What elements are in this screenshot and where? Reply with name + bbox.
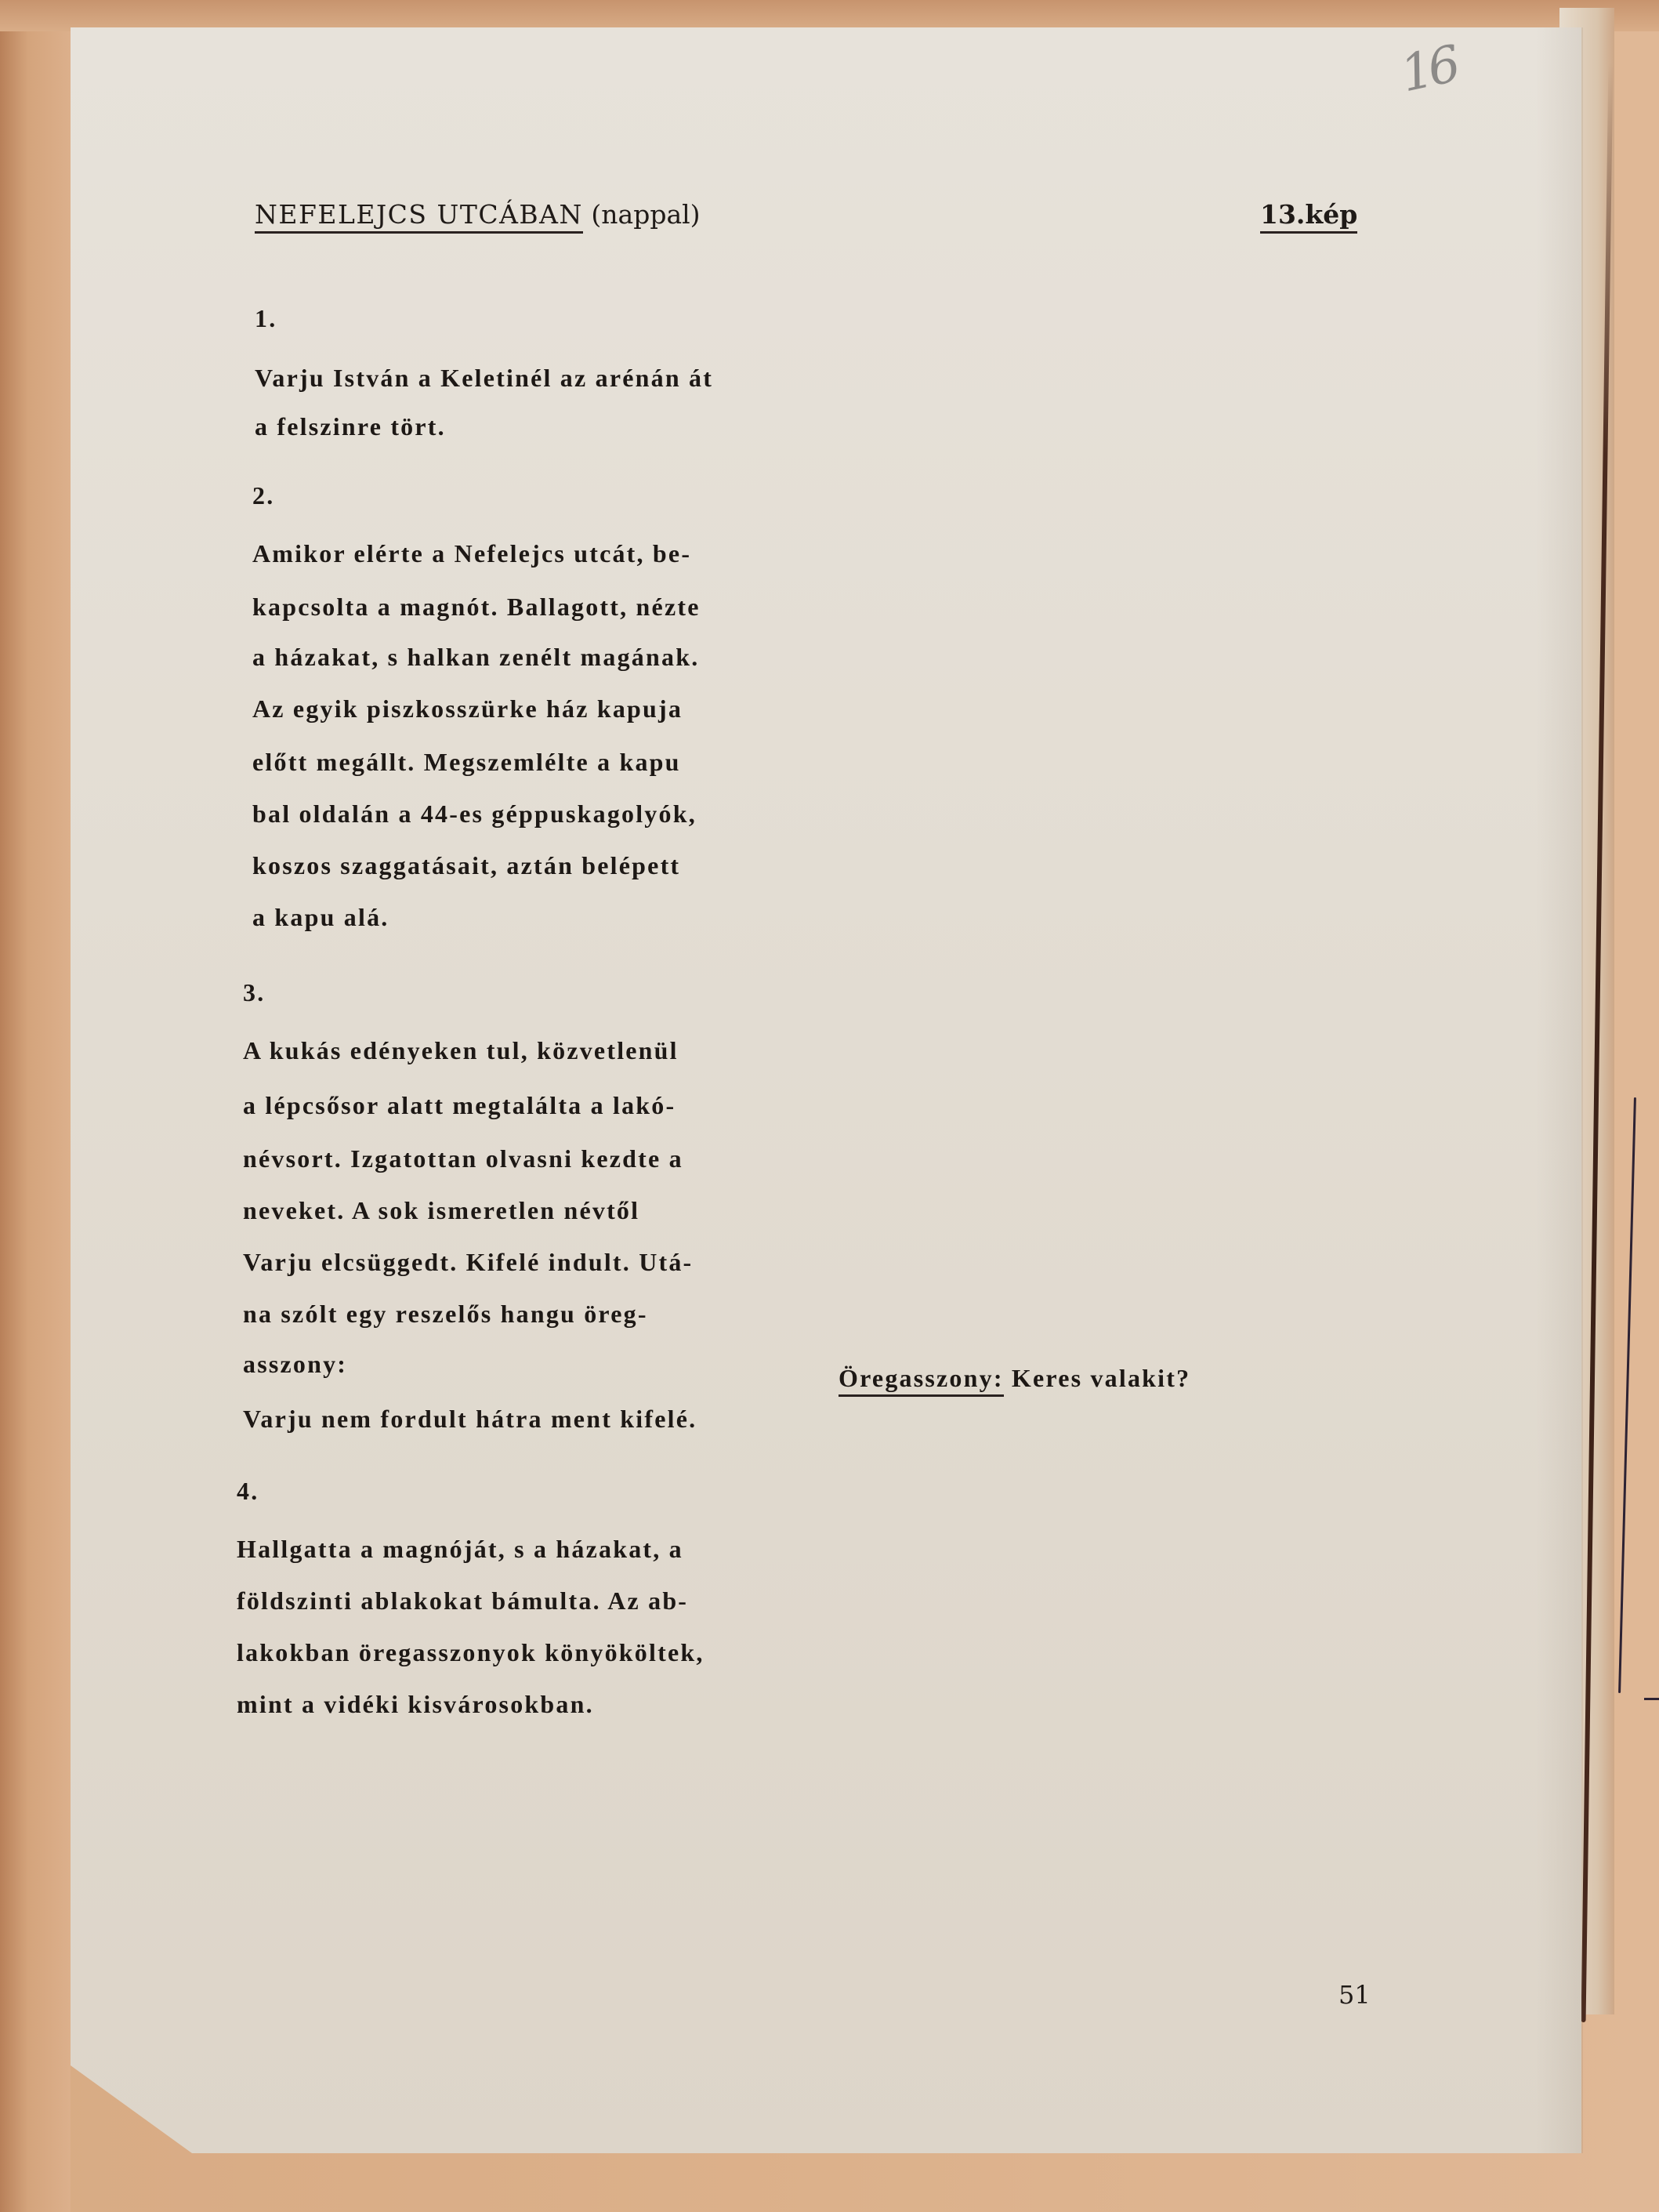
text-line: mint a vidéki kisvárosokban. (237, 1690, 594, 1718)
text-line: lakokban öregasszonyok könyököltek, (237, 1638, 705, 1666)
section-3 (243, 978, 697, 1433)
section-number: 4. (237, 1477, 259, 1505)
text-line: koszos szaggatásait, aztán belépett (252, 851, 681, 879)
pen-mark (1618, 1097, 1636, 1693)
text-line: a kapu alá. (252, 903, 389, 931)
dialogue-line (839, 1364, 1190, 1393)
text-line: a felszinre tört. (255, 412, 446, 441)
text-line: Az egyik piszkosszürke ház kapuja (252, 694, 683, 723)
text-line: kapcsolta a magnót. Ballagott, nézte (252, 593, 701, 621)
text-line: névsort. Izgatottan olvasni kezdte a (243, 1144, 683, 1173)
text-line: a házakat, s halkan zenélt magának. (252, 643, 700, 671)
section-1 (255, 304, 714, 441)
text-line: bal oldalán a 44-es géppuskagolyók, (252, 800, 697, 828)
section-number: 1. (255, 304, 277, 332)
text-line: Varju elcsüggedt. Kifelé indult. Utá- (243, 1248, 694, 1276)
text-line: előtt megállt. Megszemlélte a kapu (252, 748, 681, 776)
script-page (71, 27, 1581, 2153)
text-line: Varju nem fordult hátra ment kifelé. (243, 1405, 697, 1433)
scene-title (255, 199, 701, 230)
text-line: A kukás edényeken tul, közvetlenül (243, 1036, 679, 1064)
section-2 (252, 481, 701, 931)
text-line: asszony: (243, 1350, 348, 1378)
text-line: neveket. A sok ismeretlen névtől (243, 1196, 640, 1224)
dialogue-text: Keres valakit? (1011, 1364, 1191, 1392)
handwritten-page-annotation: 16 (1396, 35, 1462, 104)
folder-background-left (0, 31, 71, 2212)
section-number: 3. (243, 978, 266, 1006)
text-line: Varju István a Keletinél az arénán át (255, 364, 714, 392)
text-line: földszinti ablakokat bámulta. Az ab- (237, 1586, 689, 1615)
folder-background-top (0, 0, 1659, 31)
text-line: Amikor elérte a Nefelejcs utcát, be- (252, 539, 692, 568)
scene-number: 13.kép (1260, 199, 1357, 234)
scene-location: NEFELEJCS UTCÁBAN (255, 199, 583, 234)
speaker-name: Öregasszony: (839, 1364, 1004, 1397)
text-line: Hallgatta a magnóját, s a házakat, a (237, 1535, 683, 1563)
text-line: a lépcsősor alatt megtalálta a lakó- (243, 1091, 676, 1119)
pen-mark-foot (1644, 1698, 1659, 1700)
page-number: 51 (1338, 1980, 1371, 2010)
text-line: na szólt egy reszelős hangu öreg- (243, 1300, 648, 1328)
scene-time: (nappal) (591, 199, 701, 230)
section-4 (237, 1477, 705, 1718)
section-number: 2. (252, 481, 275, 509)
